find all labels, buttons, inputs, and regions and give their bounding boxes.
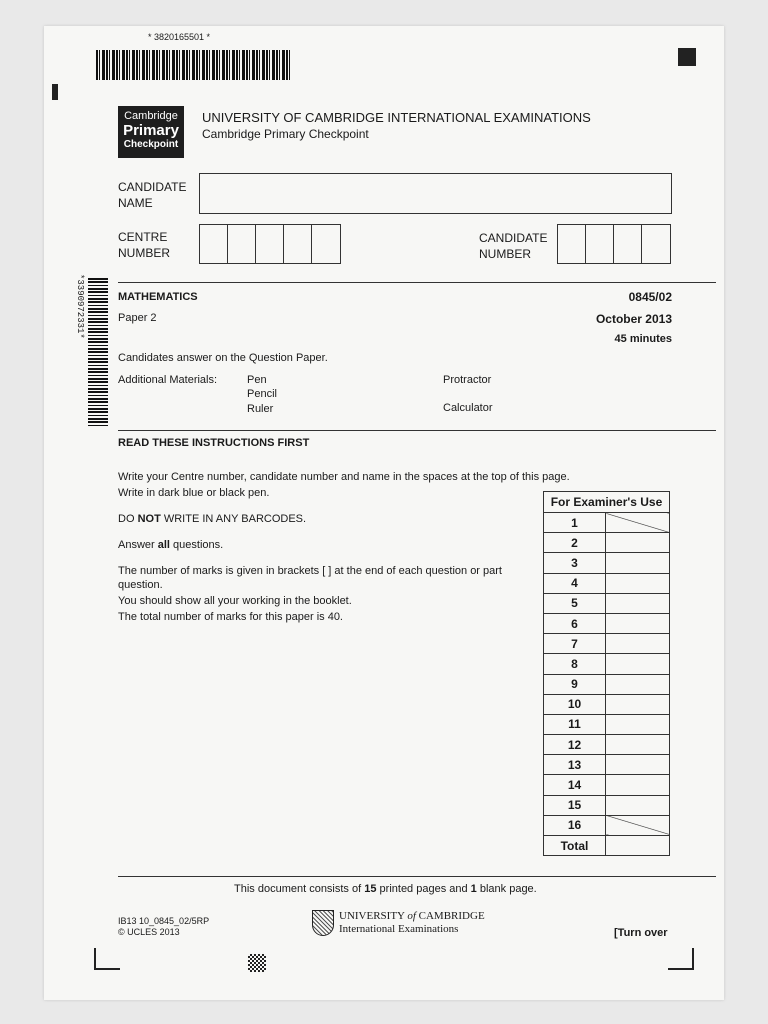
examiner-row bbox=[544, 755, 670, 775]
instructions-heading: READ THESE INSTRUCTIONS FIRST bbox=[118, 437, 310, 449]
side-barcode bbox=[88, 278, 108, 428]
instruction-write-details: Write your Centre number, candidate number and name in the spaces at the top of this page. bbox=[118, 471, 570, 483]
corner-mark-right bbox=[668, 948, 694, 970]
cambridge-crest-icon bbox=[312, 910, 334, 936]
paper-code: 0845/02 bbox=[628, 290, 672, 304]
divider-middle bbox=[118, 430, 716, 431]
examiner-row bbox=[544, 694, 670, 714]
question-number: 12 bbox=[544, 735, 606, 755]
candidate-name-field[interactable] bbox=[199, 173, 672, 214]
instruction-pen: Write in dark blue or black pen. bbox=[118, 487, 270, 499]
logo-line1: Cambridge bbox=[124, 110, 178, 122]
examiner-row bbox=[544, 533, 670, 553]
checkpoint-logo bbox=[118, 106, 184, 158]
question-number: 5 bbox=[544, 593, 606, 613]
examiner-row bbox=[544, 795, 670, 815]
edge-mark bbox=[52, 84, 58, 100]
barcode-number: * 3820165501 * bbox=[148, 32, 211, 42]
question-number: 8 bbox=[544, 654, 606, 674]
materials-list-1: Pen Pencil Ruler bbox=[247, 374, 277, 415]
question-number: 11 bbox=[544, 714, 606, 734]
candidate-name-label: CANDIDATE NAME bbox=[118, 180, 187, 210]
mark-cell bbox=[606, 795, 670, 815]
examiner-row bbox=[544, 654, 670, 674]
exam-date: October 2013 bbox=[595, 312, 672, 326]
mark-cell bbox=[606, 674, 670, 694]
header-subtitle: Cambridge Primary Checkpoint bbox=[202, 127, 369, 141]
examiner-row bbox=[544, 553, 670, 573]
candidate-number-field[interactable] bbox=[557, 224, 671, 264]
mark-cell bbox=[606, 573, 670, 593]
centre-number-field[interactable] bbox=[199, 224, 341, 264]
question-number: 9 bbox=[544, 674, 606, 694]
examiner-row bbox=[544, 714, 670, 734]
logo-line2: Primary bbox=[123, 122, 179, 139]
divider-top bbox=[118, 282, 716, 283]
mark-cell bbox=[606, 775, 670, 795]
examiner-row bbox=[544, 674, 670, 694]
examiner-row bbox=[544, 634, 670, 654]
materials-label: Additional Materials: bbox=[118, 374, 218, 386]
examiner-row bbox=[544, 593, 670, 613]
paper-number: Paper 2 bbox=[118, 312, 157, 324]
question-number: 6 bbox=[544, 613, 606, 633]
divider-bottom bbox=[118, 876, 716, 877]
candidate-number-label: CANDIDATE NUMBER bbox=[479, 231, 548, 261]
examiner-table-heading: For Examiner's Use bbox=[544, 492, 670, 513]
mark-cell bbox=[606, 755, 670, 775]
total-mark-cell bbox=[606, 836, 670, 856]
examiner-row bbox=[544, 735, 670, 755]
question-number: 14 bbox=[544, 775, 606, 795]
mark-cell bbox=[606, 513, 670, 533]
page-count-note: This document consists of 15 printed pages and 1 blank page. bbox=[234, 883, 537, 895]
examiner-row bbox=[544, 815, 670, 835]
qr-code-icon bbox=[248, 954, 266, 972]
header-title: UNIVERSITY OF CAMBRIDGE INTERNATIONAL EXAMINATIONS bbox=[202, 110, 591, 125]
examiner-row bbox=[544, 613, 670, 633]
question-number: 7 bbox=[544, 634, 606, 654]
subject: MATHEMATICS bbox=[118, 291, 198, 303]
exam-cover-page bbox=[44, 26, 724, 1000]
question-number: 3 bbox=[544, 553, 606, 573]
question-number: 15 bbox=[544, 795, 606, 815]
question-number: 2 bbox=[544, 533, 606, 553]
answer-on-paper: Candidates answer on the Question Paper. bbox=[118, 352, 328, 364]
mark-cell bbox=[606, 613, 670, 633]
question-number: 4 bbox=[544, 573, 606, 593]
turn-over: [Turn over bbox=[614, 927, 668, 939]
examiner-total-row bbox=[544, 836, 670, 856]
corner-mark-left bbox=[94, 948, 120, 970]
materials-list-2: Protractor Calculator bbox=[443, 374, 493, 415]
mark-cell bbox=[606, 735, 670, 755]
mark-cell bbox=[606, 533, 670, 553]
mark-cell bbox=[606, 654, 670, 674]
centre-number-label: CENTRE NUMBER bbox=[118, 230, 171, 260]
duration: 45 minutes bbox=[614, 333, 672, 345]
examiner-row bbox=[544, 775, 670, 795]
question-number: 16 bbox=[544, 815, 606, 835]
instruction-answer-all: Answer all questions. bbox=[118, 539, 224, 551]
side-barcode-digits: *3390972331* bbox=[74, 274, 85, 339]
university-logo-text: UNIVERSITY of CAMBRIDGE International Examinations bbox=[339, 910, 485, 935]
instruction-barcodes: DO NOT WRITE IN ANY BARCODES. bbox=[118, 513, 307, 525]
total-label: Total bbox=[544, 836, 606, 856]
mark-cell bbox=[606, 815, 670, 835]
registration-mark bbox=[678, 48, 696, 66]
question-number: 1 bbox=[544, 513, 606, 533]
top-barcode bbox=[96, 50, 290, 80]
examiner-use-table bbox=[543, 491, 670, 856]
mark-cell bbox=[606, 714, 670, 734]
examiner-row bbox=[544, 513, 670, 533]
instruction-total-marks: The total number of marks for this paper is 40. bbox=[118, 611, 343, 623]
instruction-working: You should show all your working in the booklet. bbox=[118, 595, 352, 607]
mark-cell bbox=[606, 593, 670, 613]
mark-cell bbox=[606, 634, 670, 654]
mark-cell bbox=[606, 553, 670, 573]
question-number: 13 bbox=[544, 755, 606, 775]
logo-line3: Checkpoint bbox=[123, 139, 179, 150]
instruction-marks: The number of marks is given in brackets [ ] at the end of each question or part question. bbox=[118, 565, 502, 592]
examiner-row bbox=[544, 573, 670, 593]
document-code: IB13 10_0845_02/5RP © UCLES 2013 bbox=[118, 916, 210, 937]
mark-cell bbox=[606, 694, 670, 714]
question-number: 10 bbox=[544, 694, 606, 714]
